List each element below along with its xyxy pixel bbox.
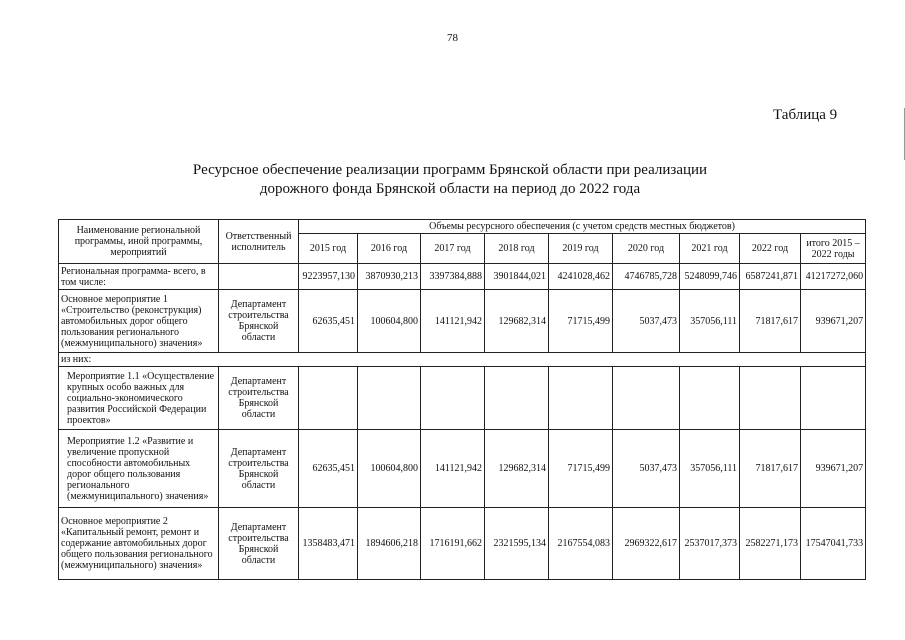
cell-value: 129682,314: [485, 430, 549, 508]
cell-value: [613, 367, 680, 430]
row-name: Основное мероприятие 2 «Капитальный ремонт, ремонт и содержание автомобильных дорог общего пользования регионального (межмуниципального) значения»: [59, 508, 219, 580]
row-name: из них:: [59, 353, 866, 367]
header-year: 2018 год: [485, 234, 549, 264]
cell-value: 6587241,871: [740, 264, 801, 290]
header-year: 2017 год: [421, 234, 485, 264]
table-label: Таблица 9: [773, 107, 838, 123]
cell-value: 4746785,728: [613, 264, 680, 290]
cell-value: 357056,111: [680, 430, 740, 508]
row-executor: Департамент строительства Брянской области: [219, 508, 299, 580]
table-row: [59, 430, 866, 508]
table-row: [59, 264, 866, 290]
cell-value: 129682,314: [485, 290, 549, 353]
row-name: Региональная программа- всего, в том числе:: [59, 264, 219, 290]
cell-value: 5248099,746: [680, 264, 740, 290]
cell-value: [740, 367, 801, 430]
cell-value: 71715,499: [549, 430, 613, 508]
cell-value: 3870930,213: [358, 264, 421, 290]
cell-value: 71817,617: [740, 290, 801, 353]
cell-value: 2537017,373: [680, 508, 740, 580]
cell-value: 41217272,060: [801, 264, 866, 290]
cell-value: 141121,942: [421, 290, 485, 353]
cell-value: [801, 367, 866, 430]
document-title: [150, 161, 750, 199]
cell-value: 3901844,021: [485, 264, 549, 290]
cell-value: 2969322,617: [613, 508, 680, 580]
cell-value: 1358483,471: [299, 508, 358, 580]
cell-value: 5037,473: [613, 290, 680, 353]
cell-value: 939671,207: [801, 430, 866, 508]
cell-value: 62635,451: [299, 430, 358, 508]
cell-value: 17547041,733: [801, 508, 866, 580]
cell-value: 1716191,662: [421, 508, 485, 580]
cell-value: 2167554,083: [549, 508, 613, 580]
header-total: итого 2015 – 2022 годы: [801, 234, 866, 264]
row-executor: Департамент строительства Брянской области: [219, 367, 299, 430]
table-row: [59, 367, 866, 430]
cell-value: 2321595,134: [485, 508, 549, 580]
cell-value: [421, 367, 485, 430]
row-name: Мероприятие 1.1 «Осуществление крупных особо важных для социально-экономического развития Российской Федерации проектов»: [59, 367, 219, 430]
cell-value: [299, 367, 358, 430]
cell-value: 939671,207: [801, 290, 866, 353]
page-number: 78: [447, 32, 458, 44]
cell-value: 3397384,888: [421, 264, 485, 290]
header-year: 2020 год: [613, 234, 680, 264]
resource-table: [58, 219, 866, 580]
title-line-2: дорожного фонда Брянской области на период до 2022 года: [259, 181, 641, 197]
cell-value: 100604,800: [358, 290, 421, 353]
cell-value: [358, 367, 421, 430]
row-executor: Департамент строительства Брянской области: [219, 430, 299, 508]
cell-value: 5037,473: [613, 430, 680, 508]
row-name: Основное мероприятие 1 «Строительство (реконструкция) автомобильных дорог общего пользования регионального (межмуниципального) значения»: [59, 290, 219, 353]
header-name: Наименование региональной программы, иной программы, мероприятий: [59, 220, 219, 264]
header-year: 2021 год: [680, 234, 740, 264]
header-year: 2015 год: [299, 234, 358, 264]
cell-value: [549, 367, 613, 430]
cell-value: 71715,499: [549, 290, 613, 353]
header-year: 2016 год: [358, 234, 421, 264]
row-executor: Департамент строительства Брянской области: [219, 290, 299, 353]
table-row: [59, 353, 866, 367]
cell-value: 357056,111: [680, 290, 740, 353]
cell-value: 2582271,173: [740, 508, 801, 580]
cell-value: 100604,800: [358, 430, 421, 508]
table-row: [59, 508, 866, 580]
header-volumes: Объемы ресурсного обеспечения (с учетом средств местных бюджетов): [299, 220, 866, 234]
header-executor: Ответственный исполнитель: [219, 220, 299, 264]
cell-value: 141121,942: [421, 430, 485, 508]
table-row: [59, 290, 866, 353]
cell-value: 9223957,130: [299, 264, 358, 290]
cell-value: [485, 367, 549, 430]
row-name: Мероприятие 1.2 «Развитие и увеличение пропускной способности автомобильных дорог общего пользования регионального (межмуниципального) значения»: [59, 430, 219, 508]
cell-value: 1894606,218: [358, 508, 421, 580]
cell-value: 62635,451: [299, 290, 358, 353]
header-year: 2019 год: [549, 234, 613, 264]
cell-value: 71817,617: [740, 430, 801, 508]
cell-value: 4241028,462: [549, 264, 613, 290]
row-executor: [219, 264, 299, 290]
title-line-1: Ресурсное обеспечение реализации программ Брянской области при реализации: [192, 162, 708, 178]
cell-value: [680, 367, 740, 430]
header-year: 2022 год: [740, 234, 801, 264]
